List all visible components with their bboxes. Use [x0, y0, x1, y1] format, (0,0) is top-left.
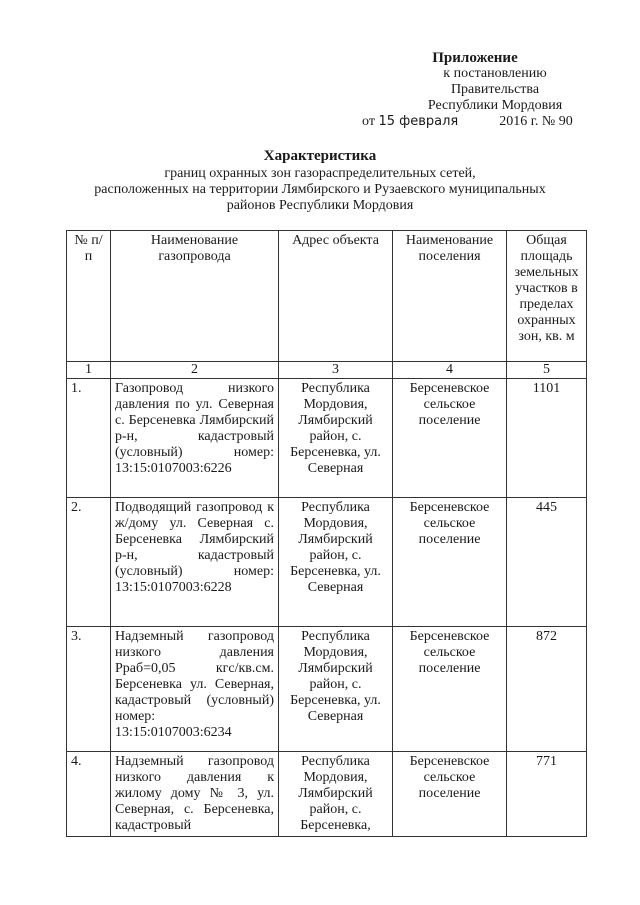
column-number: 4 — [393, 362, 507, 379]
object-address: Республика Мордовия, Лямбирский район, с. Берсеневка, ул. Северная — [279, 379, 393, 498]
object-address: Республика Мордовия, Лямбирский район, с. Берсеневка, — [279, 752, 393, 837]
pipeline-name: Надземный газопровод низкого давления к жилому дому № 3, ул. Северная, с. Берсеневка, кадастровый — [111, 752, 279, 837]
row-number: 1. — [67, 379, 111, 498]
object-address: Республика Мордовия, Лямбирский район, с. Берсеневка, ул. Северная — [279, 627, 393, 752]
area-value: 771 — [507, 752, 587, 837]
pipeline-name: Подводящий газопровод к ж/дому ул. Северная с. Берсеневка Лямбирский р-н, кадастровый (условный) номер: 13:15:0107003:6228 — [111, 498, 279, 627]
area-value: 1101 — [507, 379, 587, 498]
row-number: 2. — [67, 498, 111, 627]
heading-line-3: районов Республики Мордовия — [226, 198, 414, 213]
header-area: Общая площадь земельных участков в пределах охранных зон, кв. м — [507, 231, 587, 362]
header-name: Наименование газопровода — [111, 231, 279, 362]
table-header-row — [67, 231, 587, 362]
date-value: 15 февраля — [378, 114, 459, 129]
area-value: 872 — [507, 627, 587, 752]
object-address: Республика Мордовия, Лямбирский район, с. Берсеневка, ул. Северная — [279, 498, 393, 627]
column-number: 5 — [507, 362, 587, 379]
date-prefix: от — [362, 114, 375, 129]
document-heading — [60, 148, 580, 214]
column-number: 2 — [111, 362, 279, 379]
pipeline-table — [66, 230, 587, 837]
heading-title: Характеристика — [263, 148, 377, 164]
settlement-name: Берсеневское сельское поселение — [393, 752, 507, 837]
heading-line-2: расположенных на территории Лямбирского и Рузаевского муниципальных — [94, 182, 546, 197]
pipeline-name: Газопровод низкого давления по ул. Северная с. Берсеневка Лямбирский р-н, кадастровый (условный) номер: 13:15:0107003:6226 — [111, 379, 279, 498]
appendix-title: Приложение — [432, 50, 518, 66]
table-row — [67, 627, 587, 752]
header-address: Адрес объекта — [279, 231, 393, 362]
header-settlement: Наименование поселения — [393, 231, 507, 362]
pipeline-name: Надземный газопровод низкого давления Рраб=0,05 кгс/кв.см. Берсеневка ул. Северная, кадастровый (условный) номер: 13:15:0107003:6234 — [111, 627, 279, 752]
table-row — [67, 498, 587, 627]
date-year: 2016 г. — [499, 114, 539, 129]
column-number: 1 — [67, 362, 111, 379]
settlement-name: Берсеневское сельское поселение — [393, 379, 507, 498]
row-number: 4. — [67, 752, 111, 837]
table-row — [67, 752, 587, 837]
heading-line-1: границ охранных зон газораспределительных сетей, — [164, 166, 476, 181]
doc-number: № 90 — [541, 114, 573, 129]
appendix-date-line — [360, 114, 590, 130]
row-number: 3. — [67, 627, 111, 752]
header-num: № п/п — [67, 231, 111, 362]
area-value: 445 — [507, 498, 587, 627]
appendix-line-2: Республики Мордовия — [427, 98, 563, 113]
settlement-name: Берсеневское сельское поселение — [393, 627, 507, 752]
appendix-line-1: к постановлению Правительства — [443, 66, 547, 97]
table-row — [67, 379, 587, 498]
column-number: 3 — [279, 362, 393, 379]
settlement-name: Берсеневское сельское поселение — [393, 498, 507, 627]
appendix-block — [360, 50, 590, 130]
column-number-row — [67, 362, 587, 379]
